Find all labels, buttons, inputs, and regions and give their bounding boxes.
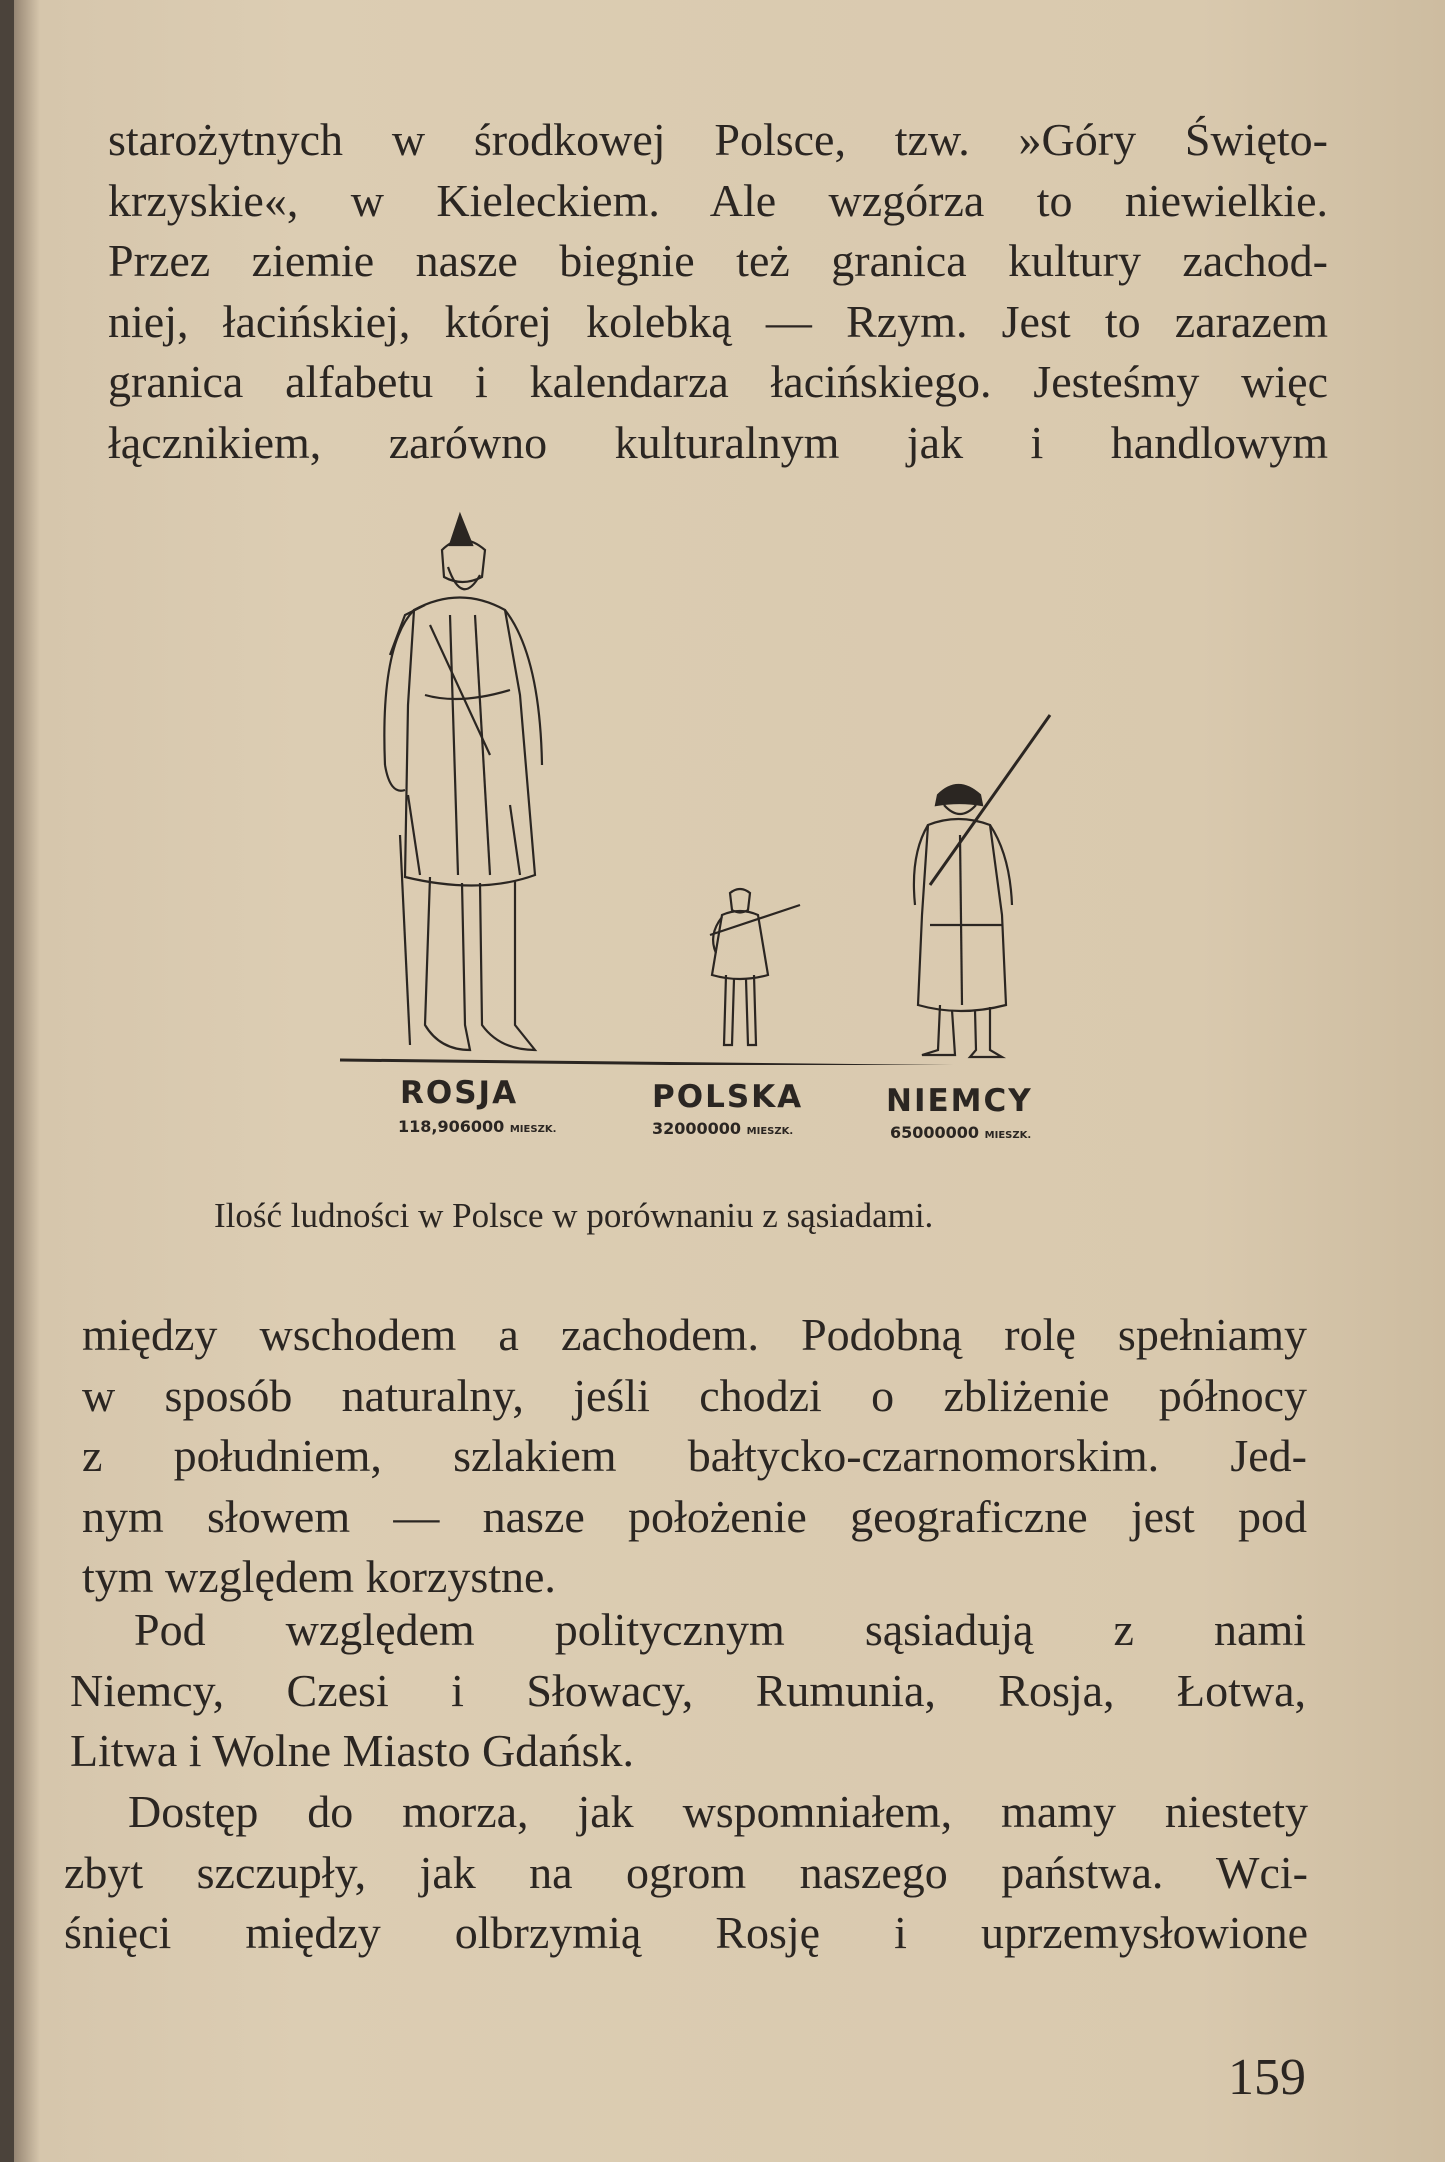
text-line: między wschodem a zachodem. Podobną rolę spełniamy	[82, 1309, 1307, 1360]
paragraph-top	[108, 110, 1328, 473]
ground-line	[340, 1060, 1095, 1065]
text-line: tym względem korzystne.	[82, 1551, 556, 1602]
text-line: granica alfabetu i kalendarza łacińskiego. Jesteśmy więc	[108, 356, 1328, 407]
label-niemcy: NIEMCY	[886, 1083, 1033, 1119]
text-line: w sposób naturalny, jeśli chodzi o zbliżenie północy	[82, 1369, 1307, 1421]
text-line: Niemcy, Czesi i Słowacy, Rumunia, Rosja, Łotwa,	[70, 1664, 1306, 1716]
population-niemcy: 65000000 MIESZK.	[890, 1123, 1032, 1142]
text-line: zbyt szczupły, jak na ogrom naszego państwa. Wci-	[64, 1846, 1308, 1898]
label-polska: POLSKA	[652, 1079, 804, 1115]
text-line: starożytnych w środkowej Polsce, tzw. »Góry Święto-	[108, 114, 1328, 165]
text-line: Pod względem politycznym sąsiadują z nami	[134, 1604, 1306, 1655]
text-line: Dostęp do morza, jak wspomniałem, mamy niestety	[128, 1786, 1308, 1837]
page-number: 159	[1228, 2049, 1306, 2106]
paragraph-sea-access	[64, 1782, 1308, 1964]
population-illustration	[330, 505, 1110, 1165]
soldiers-drawing	[330, 505, 1110, 1065]
paragraph-neighbours	[70, 1600, 1306, 1782]
text-line: śnięci między olbrzymią Rosję i uprzemysłowione	[64, 1907, 1308, 1958]
polish-soldier-figure	[710, 889, 800, 1045]
text-line: Przez ziemie nasze biegnie też granica kultury zachod-	[108, 235, 1328, 286]
text-line: nym słowem — nasze położenie geograficzne jest pod	[82, 1490, 1307, 1542]
text-line: krzyskie«, w Kieleckiem. Ale wzgórza to niewielkie.	[108, 174, 1328, 226]
label-rosja: ROSJA	[400, 1075, 519, 1111]
russian-soldier-figure	[384, 515, 542, 1050]
text-line: niej, łacińskiej, której kolebką — Rzym. Jest to zarazem	[108, 295, 1328, 347]
text-line: z południem, szlakiem bałtycko-czarnomorskim. Jed-	[82, 1430, 1307, 1481]
population-polska: 32000000 MIESZK.	[652, 1119, 794, 1138]
text-line: łącznikiem, zarówno kulturalnym jak i handlowym	[108, 416, 1328, 468]
figure-caption: Ilość ludności w Polsce w porównaniu z sąsiadami.	[214, 1196, 934, 1235]
book-spine-edge	[0, 0, 14, 2162]
german-soldier-figure	[914, 715, 1050, 1057]
text-line: Litwa i Wolne Miasto Gdańsk.	[70, 1725, 634, 1776]
population-rosja: 118,906000 MIESZK.	[398, 1117, 557, 1136]
paragraph-middle	[82, 1305, 1307, 1608]
